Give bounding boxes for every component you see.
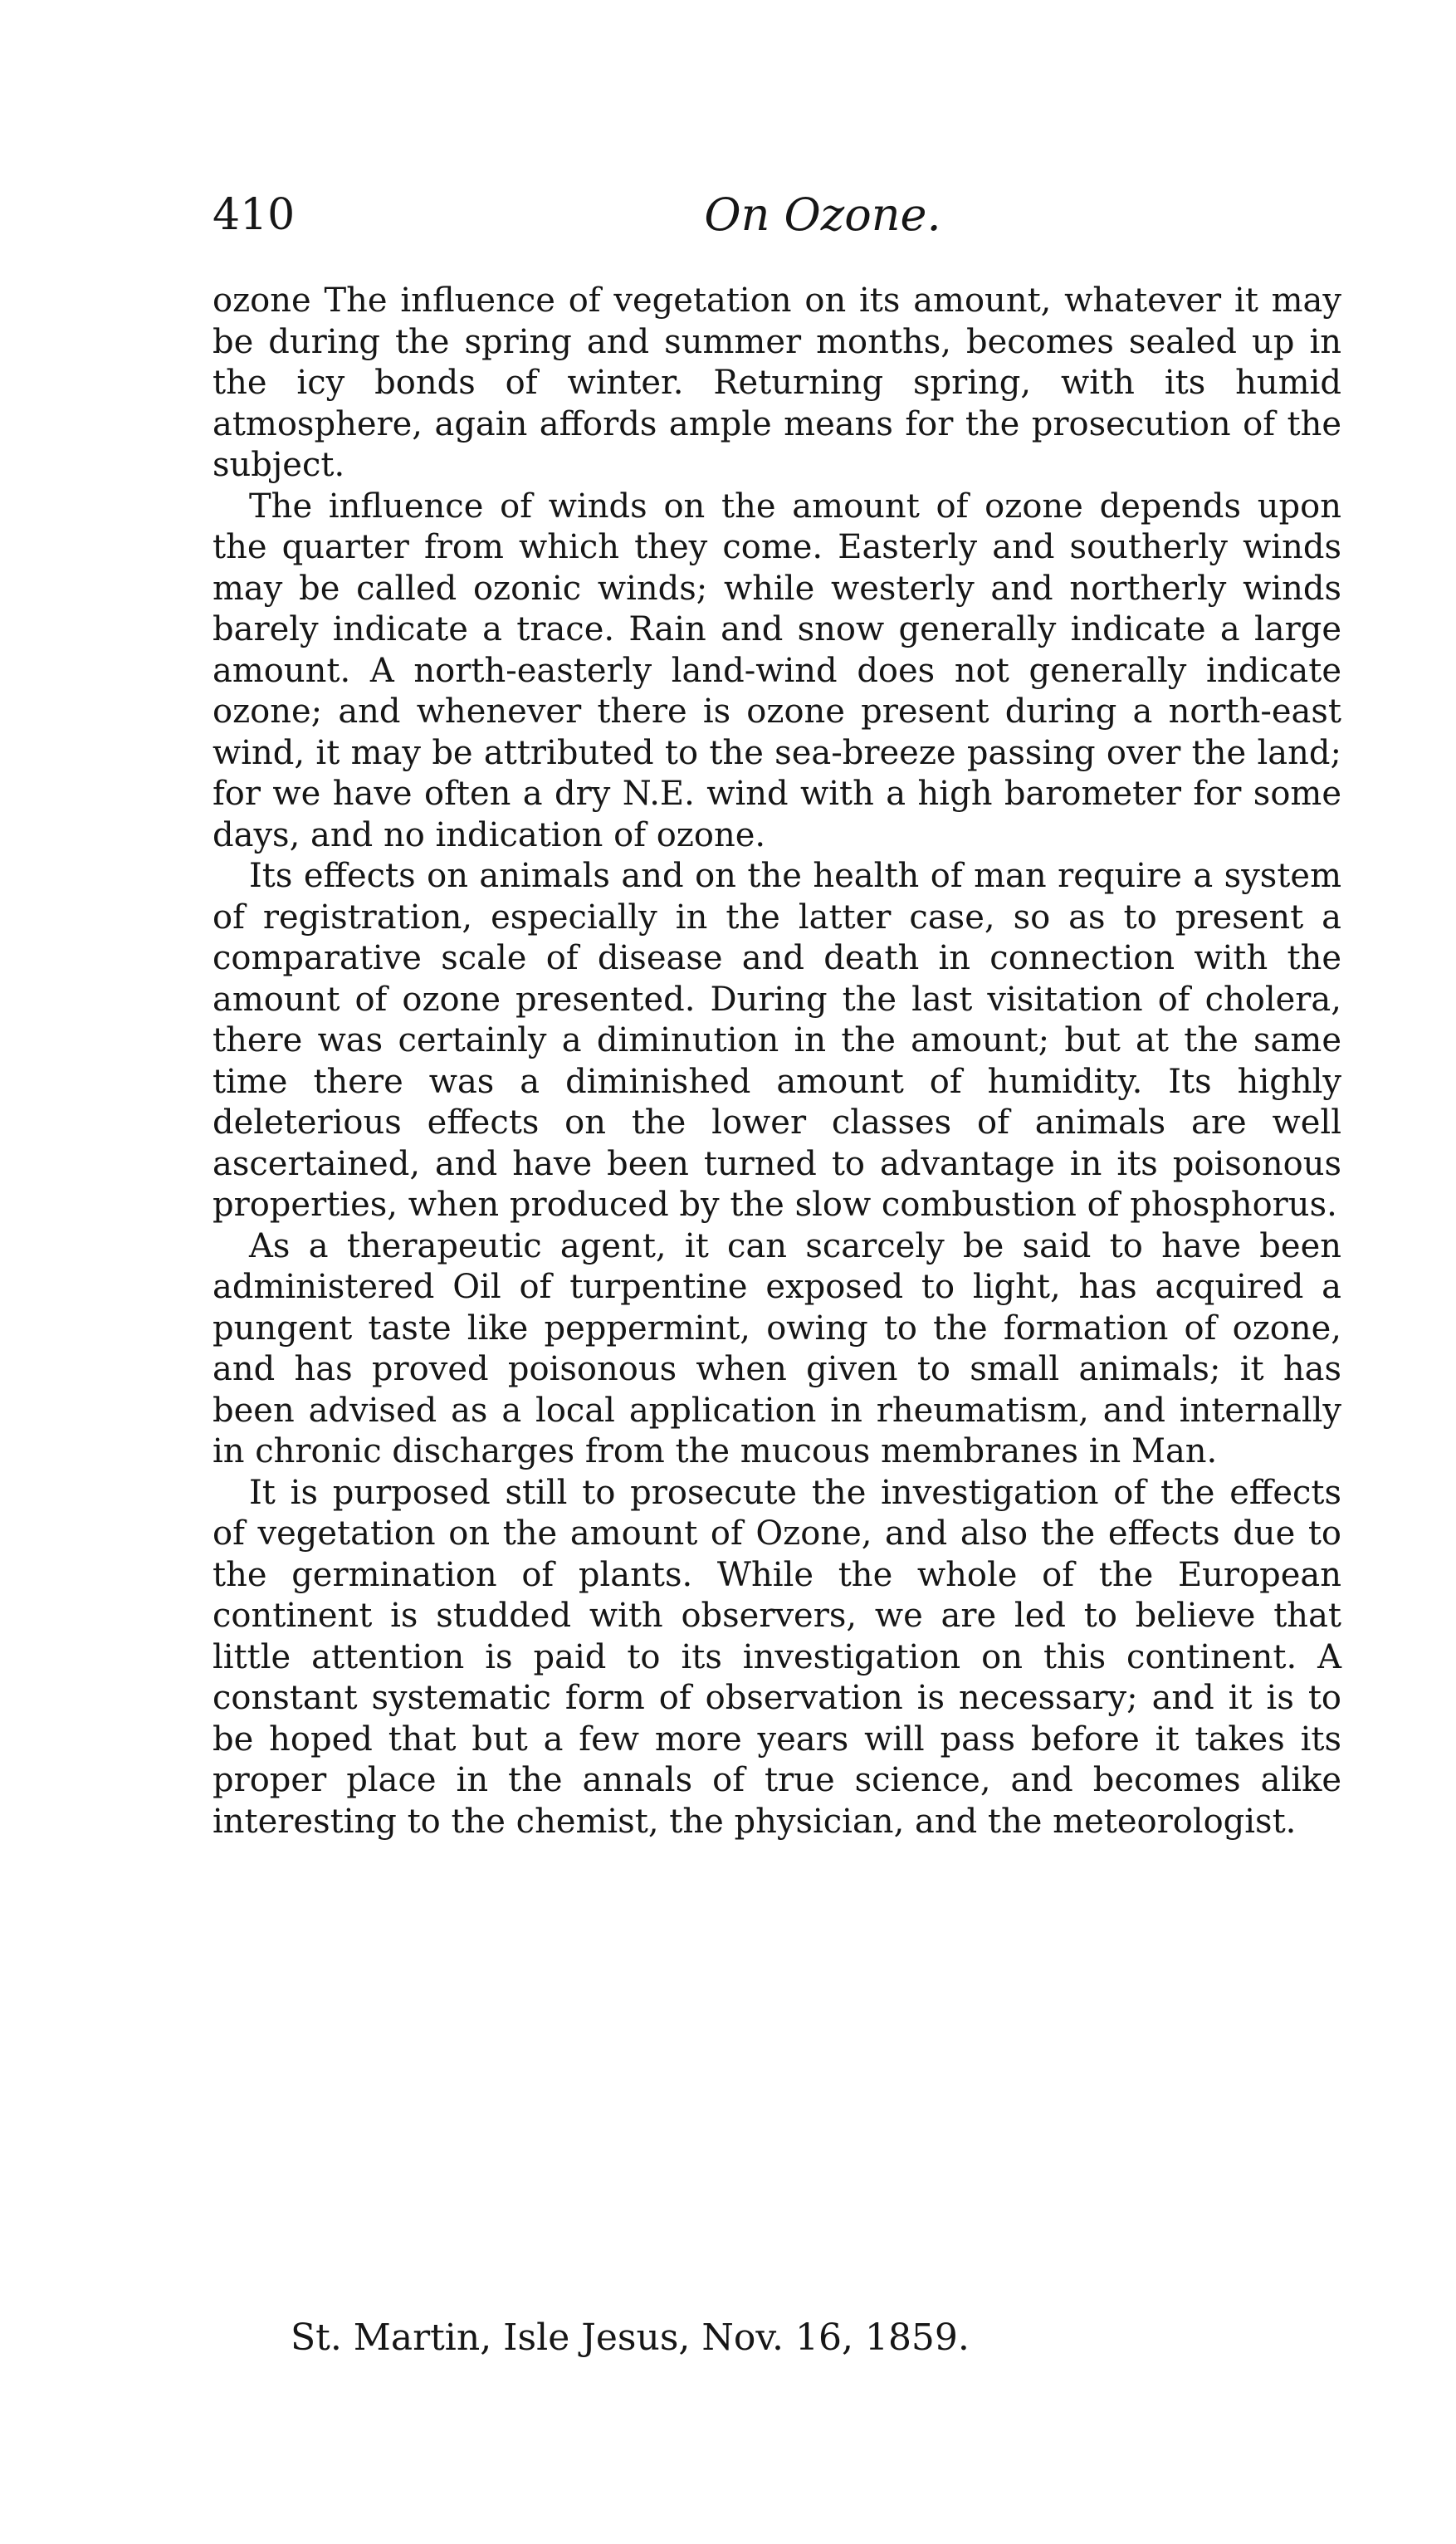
paragraph-4: As a therapeutic agent, it can scarcely be said to have been administered Oil of turpentine exposed to light, has acquired a pungent taste like peppermint, owing to the formation of ozone, and has proved poisonous when given to small animals; it has been advised as a local application in rheumatism, and internally in chronic discharges from the mucous membranes in Man. bbox=[213, 1226, 1341, 1470]
paragraph-2: The influence of winds on the amount of ozone depends upon the quarter from which they come. Easterly and southerly winds may be called ozonic winds; while westerly and northerly winds barely indicate a trace. Rain and snow generally indicate a large amount. A north-easterly land-wind does not generally indicate ozone; and whenever there is ozone present during a north-east wind, it may be attributed to the sea-breeze passing over the land; for we have often a dry N.E. wind with a high barometer for some days, and no indication of ozone. bbox=[213, 487, 1341, 854]
page-number: 410 bbox=[213, 190, 296, 240]
running-head bbox=[213, 186, 1341, 244]
signature-line: St. Martin, Isle Jesus, Nov. 16, 1859. bbox=[291, 2317, 970, 2359]
paragraph-1: ozone The influence of vegetation on its amount, whatever it may be during the spring and summer months, becomes sealed up in the icy bonds of winter. Returning spring, with its humid atmosphere, again affords ample means for the prosecution of the subject. bbox=[213, 281, 1341, 484]
running-title: On Ozone. bbox=[704, 188, 941, 241]
paragraph-3: Its effects on animals and on the health of man require a system of registration, especially in the latter case, so as to present a comparative scale of disease and death in connection with the amount of ozone presented. During the last visitation of cholera, there was certainly a diminution in the amount; but at the same time there was a diminished amount of humidity. Its highly deleterious effects on the lower classes of animals are well ascertained, and have been turned to advantage in its poisonous properties, when produced by the slow combustion of phosphorus. bbox=[213, 857, 1341, 1224]
paragraph-5: It is purposed still to prosecute the investigation of the effects of vegetation on the amount of Ozone, and also the effects due to the germination of plants. While the whole of the European continent is studded with observers, we are led to believe that little attention is paid to its investigation on this continent. A constant systematic form of observation is necessary; and it is to be hoped that but a few more years will pass before it takes its proper place in the annals of true science, and becomes alike interesting to the chemist, the physician, and the meteorologist. bbox=[213, 1473, 1341, 1841]
article-body bbox=[213, 281, 1341, 1842]
